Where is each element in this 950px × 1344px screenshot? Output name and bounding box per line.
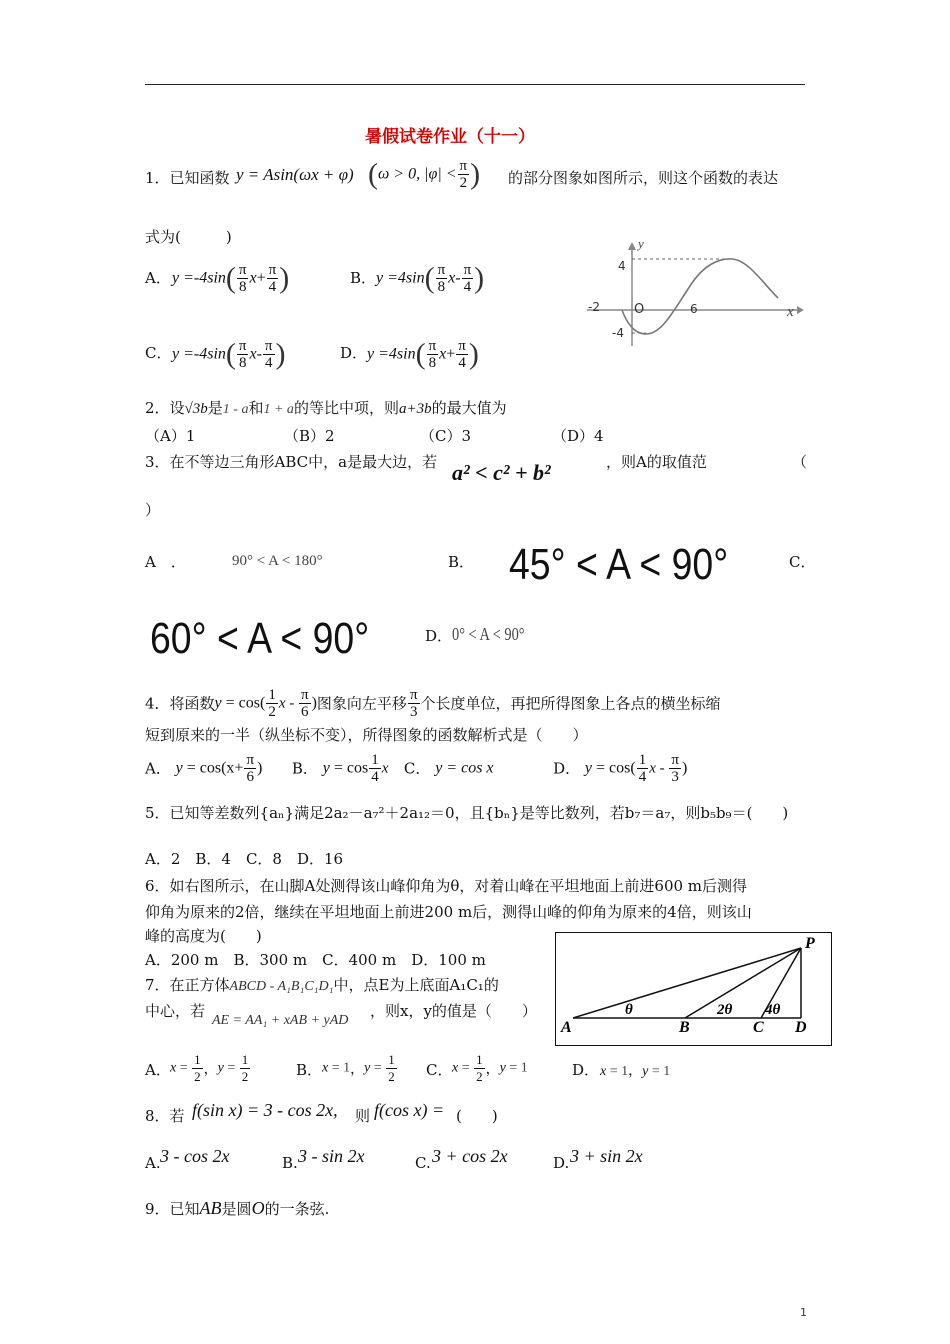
label-theta: θ xyxy=(625,1002,633,1018)
q7-line-1: 7．在正方体ABCD - A₁B₁C₁D₁中，点E为上底面A₁C₁的 xyxy=(145,976,499,994)
q8-option-b: 3 - sin 2x xyxy=(298,1146,365,1166)
q1-function: y = Asin(ωx + φ) xyxy=(236,165,354,184)
q1-intro: 1．已知函数 xyxy=(145,169,230,187)
q3-option-d-label: D． xyxy=(425,627,453,645)
q6-mountain-figure xyxy=(555,932,832,1046)
q3-option-b: 45° < A < 90° xyxy=(509,540,729,589)
q2-option-a: （A）1 xyxy=(145,427,196,445)
sine-curve xyxy=(622,259,778,334)
q7-option-b: x = 1，y = $\frac{1}{2}$ xyxy=(322,1052,395,1084)
q3-paren-open: （ xyxy=(792,453,808,471)
q3-paren-close: ） xyxy=(145,501,161,519)
page-title: 暑假试卷作业（十一） xyxy=(365,127,535,147)
q1-option-d-label: D． xyxy=(340,344,368,362)
q4-line-2: 短到原来的一半（纵坐标不变），所得图象的函数解析式是（ ） xyxy=(145,726,588,744)
q1-text-c: 式为( ) xyxy=(145,228,232,246)
q8-ask: f(cos x) = xyxy=(374,1100,445,1120)
q8-option-a: 3 - cos 2x xyxy=(160,1146,230,1166)
label-4theta: 4θ xyxy=(765,1002,781,1018)
q6-options: A．200 m B．300 m C．400 m D．100 m xyxy=(145,951,486,969)
q3-text-b: ，则A的取值范 xyxy=(606,453,707,471)
x-axis-arrow xyxy=(797,306,804,314)
q8-then: 则 xyxy=(355,1107,371,1125)
q3-option-b-label: B． xyxy=(448,553,475,571)
origin-label: O xyxy=(634,302,645,317)
q3-option-a: 90° < A < 180° xyxy=(232,553,323,569)
q1-option-c-label: C． xyxy=(145,344,172,362)
q1-option-d: y =4sin( $\frac{\pi}{8}$ x+ $\frac{\pi}{4}$ ) xyxy=(367,337,479,371)
label-b: B xyxy=(679,1019,690,1036)
q1-option-c: y =-4sin( $\frac{\pi}{8}$ x- $\frac{\pi}{4}$ ) xyxy=(172,337,286,371)
q7-option-a-label: A． xyxy=(145,1061,171,1079)
q4-options: A． y = cos(x+ $\frac{\pi}{6}$ ) B． y = cos $\frac{1}{4}$ x C． y = cos x D． y = cos( $\frac{1}{4}$ x - $\frac{\pi}{3}$ ) xyxy=(145,752,688,785)
q7-line-2-end: ，则x，y的值是（ ） xyxy=(370,1002,537,1020)
q8-option-c-label: C. xyxy=(415,1154,431,1172)
q7-line-2: 中心，若 xyxy=(145,1002,206,1020)
page-number: 1 xyxy=(800,1306,807,1319)
q8-intro: 8．若 xyxy=(145,1107,185,1125)
q6-line-1: 6．如右图所示，在山脚A处测得该山峰仰角为θ，对着山峰在平坦地面上前进600 m后测得 xyxy=(145,877,748,895)
q2-option-c: （C）3 xyxy=(420,427,472,445)
q8-option-b-label: B. xyxy=(282,1154,298,1172)
q6-line-3: 峰的高度为( ) xyxy=(145,927,262,945)
q7-option-d-label: D． xyxy=(572,1061,600,1079)
q9-question: 9．已知AB是圆O的一条弦. xyxy=(145,1198,330,1218)
q7-option-c: x = $\frac{1}{2}$ ，y = 1 xyxy=(452,1052,528,1084)
label-c: C xyxy=(753,1019,764,1036)
x-label: x xyxy=(787,304,794,320)
q3-option-a-label: A ． xyxy=(145,553,186,571)
q7-option-d: x = 1，y = 1 xyxy=(600,1063,671,1079)
q4-line-1: 4．将函数y = cos( $\frac{1}{2}$ x - $\frac{\pi}{6}$ )图象向左平移 $\frac{\pi}{3}$ 个长度单位，再把所得图象上各点的横坐标缩 xyxy=(145,687,721,720)
tick-4: 4 xyxy=(618,259,626,273)
q8-option-c: 3 + cos 2x xyxy=(432,1146,508,1166)
q7-option-c-label: C． xyxy=(426,1061,453,1079)
q8-paren: ( ) xyxy=(456,1107,498,1125)
q3-option-d: 0° < A < 90° xyxy=(452,624,525,644)
tick-neg2: -2 xyxy=(588,300,600,314)
q5-options: A．2 B．4 C．8 D．16 xyxy=(145,850,344,868)
q6-line-2: 仰角为原来的2倍，继续在平坦地面上前进200 m后，测得山峰的仰角为原来的4倍，则该山 xyxy=(145,903,752,921)
q3-question: 3．在不等边三角形ABC中，a是最大边，若 xyxy=(145,453,438,471)
q2-question: 2．设√3b是1 - a和1 + a的等比中项，则a+3b的最大值为 xyxy=(145,399,507,417)
q2-option-b: （B）2 xyxy=(284,427,335,445)
y-axis-arrow xyxy=(628,242,636,250)
tick-6: 6 xyxy=(690,302,698,316)
q1-condition: (ω > 0, |φ| < $\frac{\pi}{2}$ ) xyxy=(368,157,481,191)
label-d: D xyxy=(795,1019,807,1036)
q1-sine-graph xyxy=(582,238,806,350)
q3-option-c-label: C． xyxy=(789,553,816,571)
q7-option-b-label: B． xyxy=(296,1061,323,1079)
q1-text-b: 的部分图象如图所示，则这个函数的表达 xyxy=(508,169,779,187)
q7-vector-expr: AE = AA₁ + xAB + yAD xyxy=(212,1013,349,1028)
label-a: A xyxy=(561,1019,572,1036)
q8-option-d-label: D. xyxy=(553,1154,570,1172)
y-label: y xyxy=(638,238,644,251)
q8-option-d: 3 + sin 2x xyxy=(570,1146,643,1166)
q1-option-a: y =-4sin( $\frac{\pi}{8}$ x+ $\frac{\pi}{4}$ ) xyxy=(172,261,290,295)
q2-option-d: （D）4 xyxy=(552,427,604,445)
label-p: P xyxy=(805,935,815,952)
q3-inequality: a² < c² + b² xyxy=(452,460,551,485)
q5-question: 5．已知等差数列{aₙ}满足2a₂－a₇²＋2a₁₂＝0，且{bₙ}是等比数列，若b₇＝a₇，则b₅b₉＝( ) xyxy=(145,804,789,822)
q7-option-a: x = $\frac{1}{2}$ ，y = $\frac{1}{2}$ xyxy=(170,1052,249,1084)
q1-option-b: y =4sin( $\frac{\pi}{8}$ x- $\frac{\pi}{4}$ ) xyxy=(376,261,485,295)
label-2theta: 2θ xyxy=(717,1002,733,1018)
q1-option-a-label: A． xyxy=(145,269,171,287)
header-rule xyxy=(145,84,805,85)
q1-option-b-label: B． xyxy=(350,269,377,287)
tick-neg4: -4 xyxy=(612,326,624,340)
q8-condition: f(sin x) = 3 - cos 2x, xyxy=(192,1100,338,1120)
q3-option-c: 60° < A < 90° xyxy=(150,614,370,663)
q8-option-a-label: A. xyxy=(145,1154,161,1172)
